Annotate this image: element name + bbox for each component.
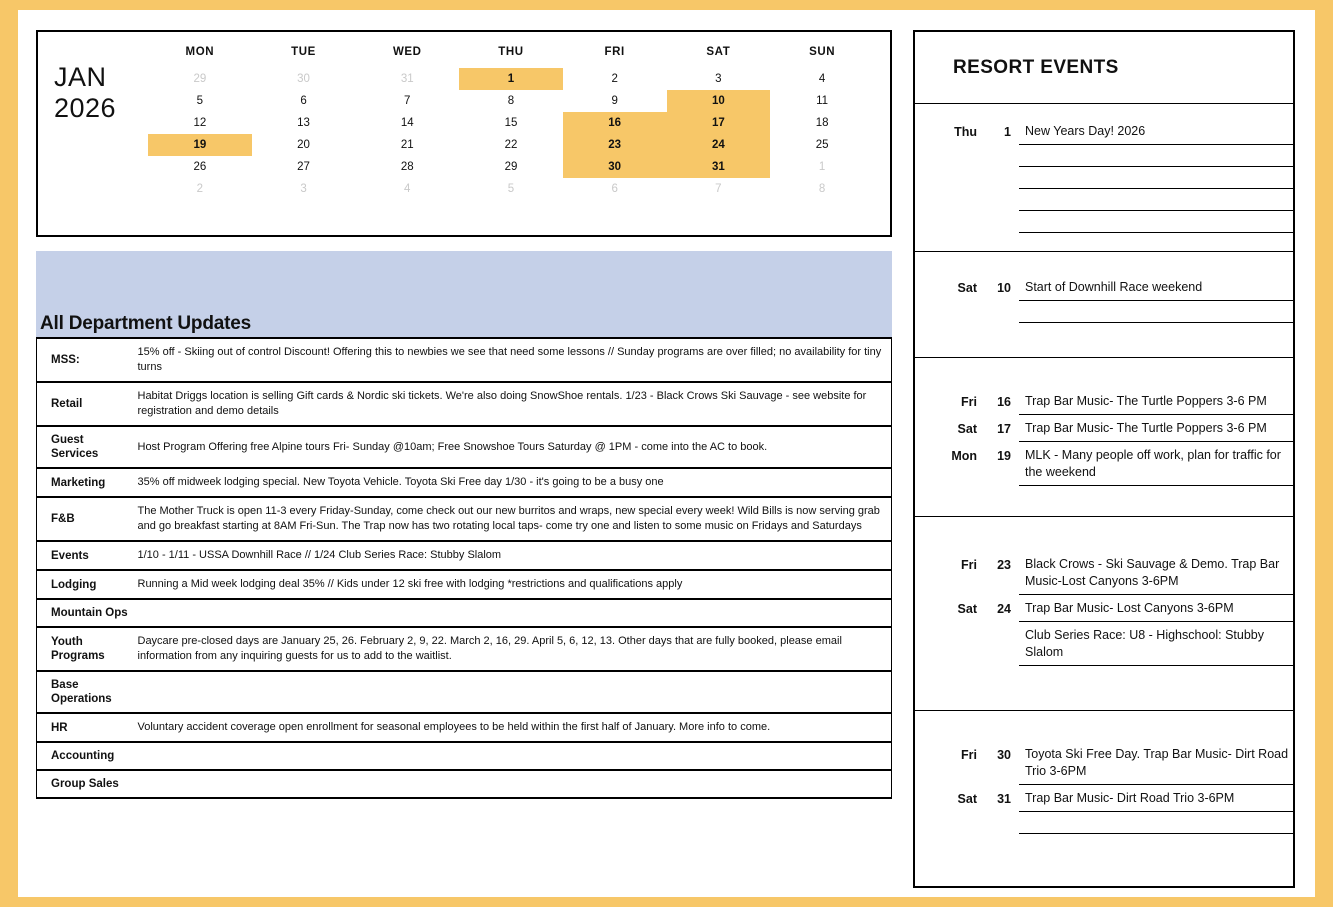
department-label: Retail [51,398,83,410]
department-update-text[interactable]: Habitat Driggs location is selling Gift cards & Nordic ski tickets. We're also doing SnowShoe rentals. 1/23 - Black Crows Ski Sauvage - see website for registration and demo details [137,390,867,417]
event-day-of-week: Sat [957,421,977,436]
department-update-text[interactable]: 1/10 - 1/11 - USSA Downhill Race // 1/24 Club Series Race: Stubby Slalom [137,549,502,561]
event-description[interactable]: Club Series Race: U8 - Highschool: Stubby Slalom [1019,622,1293,666]
calendar-day-cell[interactable]: 12 [193,117,207,129]
event-day-number [981,812,1019,834]
event-day-number: 17 [997,421,1011,436]
calendar-day-cell[interactable]: 21 [400,139,414,151]
calendar-weekday-sun: SUN [809,46,836,58]
calendar-day-cell[interactable]: 26 [193,161,207,173]
calendar-grid [148,46,874,200]
department-label: Group Sales [51,778,119,790]
calendar-day-cell[interactable]: 15 [504,117,518,129]
events-table [915,741,1293,834]
event-day-number [981,211,1019,233]
calendar-day-cell[interactable]: 14 [400,117,414,129]
event-description[interactable]: New Years Day! 2026 [1019,118,1293,145]
event-row [915,211,1293,233]
event-day-number: 23 [997,558,1011,572]
event-description[interactable]: Toyota Ski Free Day. Trap Bar Music- Dirt Road Trio 3-6PM [1019,741,1293,785]
table-row [37,468,892,497]
calendar-week-row [148,68,874,90]
calendar-day-cell[interactable]: 3 [715,73,722,85]
calendar-day-cell[interactable]: 6 [300,95,307,107]
event-row [915,189,1293,211]
event-description[interactable]: Trap Bar Music- The Turtle Poppers 3-6 PM [1019,415,1293,442]
department-label: Events [51,549,89,562]
table-row [37,770,892,798]
event-day-of-week: Thu [954,125,977,139]
calendar-day-cell[interactable]: 23 [563,134,667,156]
event-day-number [981,145,1019,167]
calendar-day-cell[interactable]: 13 [297,117,310,129]
calendar-week-row [148,178,874,200]
table-row [37,742,892,770]
table-row [37,382,892,426]
calendar-day-cell[interactable]: 30 [563,156,667,178]
event-empty-slot[interactable] [1019,189,1293,211]
calendar-weekday-thu: THU [498,46,524,58]
calendar-day-cell[interactable]: 9 [611,95,618,107]
event-day-number: 31 [997,791,1011,806]
calendar-week-row [148,134,874,156]
calendar-day-cell[interactable]: 8 [818,183,826,195]
calendar-day-cell[interactable]: 19 [148,134,252,156]
event-day-number [981,167,1019,189]
department-update-text[interactable]: Running a Mid week lodging deal 35% // Kids under 12 ski free with lodging *restrictions and qualifications apply [137,578,683,590]
event-empty-slot[interactable] [1019,145,1293,167]
event-row [915,551,1293,595]
calendar-day-cell[interactable]: 6 [611,183,618,195]
department-label: Guest Services [51,434,99,460]
calendar-weekday-row [148,46,874,68]
calendar-day-cell[interactable]: 25 [815,139,829,151]
events-section [915,358,1293,517]
event-day-of-week [915,211,981,233]
event-day-number: 24 [997,601,1011,616]
section-spacer [915,233,1293,251]
calendar-weekday-tue: TUE [291,46,316,58]
calendar-day-cell[interactable]: 4 [404,183,411,195]
calendar-day-cell[interactable]: 20 [297,139,310,151]
events-table [915,551,1293,666]
table-row [37,627,892,671]
event-description[interactable]: Trap Bar Music- The Turtle Poppers 3-6 PM [1019,388,1293,415]
calendar-weekday-wed: WED [392,46,422,58]
event-day-of-week [915,812,981,834]
resort-events-panel [913,30,1295,888]
calendar-day-cell[interactable]: 24 [667,134,771,156]
event-day-of-week [915,167,981,189]
event-empty-slot[interactable] [1019,812,1293,834]
calendar-day-cell[interactable]: 4 [818,73,826,85]
calendar-day-cell[interactable]: 10 [667,90,771,112]
calendar-day-cell[interactable]: 11 [816,95,829,107]
table-row [37,541,892,570]
section-spacer [915,517,1293,551]
event-day-number: 16 [997,395,1011,409]
table-row [37,570,892,599]
calendar-grid-wrap [140,46,874,225]
calendar-day-cell[interactable]: 2 [611,73,618,85]
event-empty-slot[interactable] [1019,167,1293,189]
calendar-day-cell[interactable]: 1 [459,68,563,90]
section-spacer [915,358,1293,388]
calendar-day-cell[interactable]: 7 [715,183,722,195]
calendar-day-cell[interactable]: 5 [196,95,204,107]
department-update-text[interactable]: 35% off midweek lodging special. New Toyota Vehicle. Toyota Ski Free day 1/30 - it's going to be a busy one [137,476,664,488]
table-row [37,338,892,382]
month-calendar [36,30,892,237]
event-description[interactable]: Start of Downhill Race weekend [1019,274,1293,301]
section-spacer [915,486,1293,516]
resort-events-title: RESORT EVENTS [953,56,1119,78]
event-day-number: 30 [997,748,1011,762]
event-day-of-week [915,622,981,666]
event-day-number [981,301,1019,323]
section-spacer [915,666,1293,710]
event-day-of-week: Fri [961,395,977,409]
events-section [915,711,1293,860]
calendar-month: JAN [54,62,107,92]
section-spacer [915,104,1293,118]
calendar-day-cell[interactable]: 2 [196,183,204,195]
calendar-day-cell[interactable]: 7 [404,95,411,107]
event-description[interactable]: Black Crows - Ski Sauvage & Demo. Trap Bar Music-Lost Canyons 3-6PM [1019,551,1293,595]
updates-header-band [36,251,892,337]
event-row [915,145,1293,167]
events-section [915,252,1293,358]
calendar-day-cell[interactable]: 30 [297,73,310,85]
event-day-number: 10 [997,281,1011,295]
calendar-day-cell[interactable]: 1 [818,161,826,173]
event-day-of-week: Fri [961,748,977,762]
calendar-day-cell[interactable]: 18 [815,117,829,129]
department-label: Marketing [51,476,106,489]
event-row [915,167,1293,189]
calendar-day-cell[interactable]: 29 [504,161,518,173]
table-row [37,426,892,468]
event-day-of-week [915,145,981,167]
table-row [37,671,892,713]
department-label: F&B [51,513,75,525]
department-label: HR [51,721,68,734]
calendar-day-cell[interactable]: 17 [667,112,771,134]
calendar-title [54,46,140,225]
event-row [915,274,1293,301]
resort-events-sections [915,104,1293,860]
department-update-text[interactable]: Voluntary accident coverage open enrollment for seasonal employees to be held within the first half of January. More info to come. [137,721,771,733]
calendar-day-cell[interactable]: 27 [297,161,310,173]
section-spacer [915,323,1293,357]
events-section [915,104,1293,252]
event-row [915,595,1293,622]
department-update-text[interactable]: Host Program Offering free Alpine tours Fri- Sunday @10am; Free Snowshoe Tours Saturday @ 1PM - come into the AC to book. [137,440,768,453]
calendar-year: 2026 [54,93,117,123]
event-day-of-week: Sat [957,601,977,616]
page-canvas [18,10,1315,897]
event-row [915,301,1293,323]
department-updates-table [36,337,892,799]
calendar-week-row [148,112,874,134]
department-label: Mountain Ops [51,607,128,619]
department-update-text[interactable]: The Mother Truck is open 11-3 every Friday-Sunday, come check out our new burritos and wraps, new special every week! Wild Bills is now serving grab and go breakfast starting at 8AM Fri-Sun. The Trap now has two rotating local taps- come try one and listen to some music on Fridays and Saturdays [137,505,880,532]
calendar-day-cell[interactable]: 31 [667,156,771,178]
department-update-text[interactable] [132,599,892,627]
event-row [915,388,1293,415]
calendar-week-row [148,156,874,178]
department-update-text[interactable]: Daycare pre-closed days are January 25, 26. February 2, 9, 22. March 2, 16, 29. April 5, 6, 12, 13. Other days that are fully booked, please email information from any inquiring guests for us to add to the waitlist. [137,635,842,662]
event-row [915,741,1293,785]
event-description[interactable]: Trap Bar Music- Lost Canyons 3-6PM [1019,595,1293,622]
calendar-day-cell[interactable]: 22 [504,139,518,151]
event-row [915,785,1293,812]
section-spacer [915,711,1293,741]
department-label: Base Operations [51,679,112,705]
table-row [37,713,892,742]
department-label: Accounting [51,750,115,762]
event-day-of-week: Fri [961,558,977,572]
section-spacer [915,834,1293,860]
event-empty-slot[interactable] [1019,211,1293,233]
calendar-day-cell[interactable]: 8 [507,95,515,107]
event-description[interactable]: Trap Bar Music- Dirt Road Trio 3-6PM [1019,785,1293,812]
calendar-day-cell[interactable]: 3 [300,183,307,195]
event-day-of-week [915,189,981,211]
event-day-of-week: Sat [957,281,977,295]
event-day-number: 19 [997,448,1011,463]
department-update-text[interactable] [132,770,892,798]
calendar-day-cell[interactable]: 28 [400,161,414,173]
event-day-number: 1 [1004,125,1011,139]
event-day-of-week: Sat [957,791,977,806]
calendar-week-row [148,90,874,112]
calendar-body [148,68,874,200]
event-day-number [981,189,1019,211]
left-column [36,30,892,799]
event-row [915,812,1293,834]
events-table [915,274,1293,323]
event-row [915,622,1293,666]
resort-events-header [915,32,1293,104]
event-day-number [981,622,1019,666]
table-row [37,599,892,627]
calendar-day-cell[interactable]: 16 [563,112,667,134]
event-day-of-week: Mon [951,448,977,463]
calendar-day-cell[interactable]: 31 [400,73,414,85]
calendar-weekday-fri: FRI [604,46,625,58]
department-label: MSS: [51,354,80,366]
event-row [915,442,1293,486]
page-title: All Department Updates [40,313,251,334]
calendar-weekday-sat: SAT [706,46,731,58]
department-update-text[interactable] [132,742,892,770]
events-section [915,517,1293,711]
events-table [915,388,1293,486]
event-row [915,118,1293,145]
calendar-weekday-mon: MON [185,46,215,58]
calendar-day-cell[interactable]: 29 [193,73,207,85]
event-empty-slot[interactable] [1019,301,1293,323]
department-update-text[interactable]: 15% off - Skiing out of control Discount! Offering this to newbies we see that need some lessons // Sunday programs are over filled; no availability for tiny turns [137,346,882,373]
department-label: Youth Programs [51,636,105,662]
department-update-text[interactable] [132,671,892,713]
events-table [915,118,1293,233]
event-row [915,415,1293,442]
event-day-of-week [915,301,981,323]
event-description[interactable]: MLK - Many people off work, plan for traffic for the weekend [1019,442,1293,486]
section-spacer [915,252,1293,274]
table-row [37,497,892,541]
calendar-day-cell[interactable]: 5 [507,183,515,195]
department-label: Lodging [51,578,97,591]
